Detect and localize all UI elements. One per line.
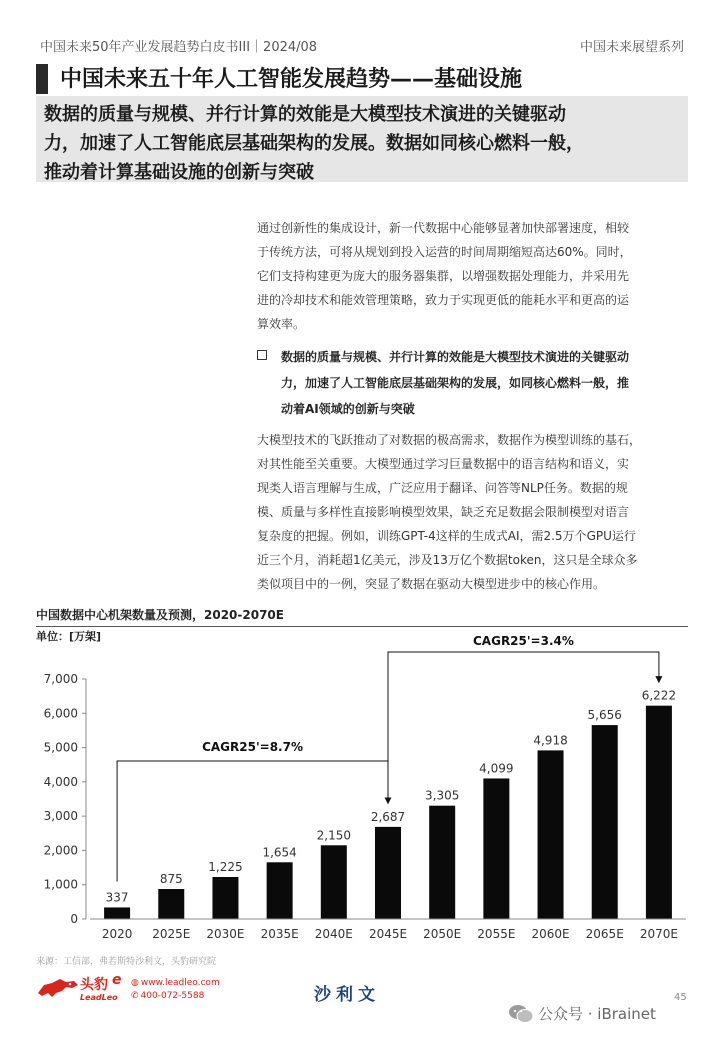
leopard-logo-icon (36, 975, 80, 999)
text-line: 它们支持构建更为庞大的服务器集群，以增强数据处理能力，并采用先 (257, 269, 630, 283)
bar (375, 827, 401, 919)
text-line: 复杂度的把握。例如，训练GPT-4这样的生成式AI，需2.5万个GPU运行 (257, 529, 636, 543)
x-tick-label: 2020 (101, 927, 133, 941)
brand-e: e (112, 972, 122, 988)
phone-icon: ✆ (131, 991, 139, 1001)
cagr-label: CAGR25'=8.7% (202, 740, 303, 754)
y-tick-label: 3,000 (43, 809, 78, 824)
summary-line: 数据的质量与规模、并行计算的效能是大模型技术演进的关键驱动 (44, 104, 566, 125)
x-tick-label: 2070E (639, 927, 678, 941)
header-right: 中国未来展望系列 (579, 40, 684, 55)
x-tick-label: 2045E (368, 927, 408, 941)
summary-line: 推动着计算基础设施的创新与突破 (44, 162, 314, 183)
y-tick-label: 4,000 (43, 774, 78, 789)
text-line: 近三个月，消耗超1亿美元，涉及13万亿个数据token，这只是全球众多 (257, 553, 638, 567)
x-tick-label: 2055E (477, 927, 516, 941)
bar (538, 750, 564, 919)
wechat-account: 公众号 · iBrainet (538, 1005, 656, 1023)
text-line: 进的冷却技术和能效管理策略，致力于实现更低的能耗水平和更高的运 (257, 293, 630, 307)
text-line: 大模型技术的飞跃推动了对数据的极高需求，数据作为模型训练的基石， (257, 433, 642, 447)
brand-phone (131, 991, 204, 1001)
brand-url[interactable] (131, 978, 220, 988)
bar-value-label: 1,225 (208, 860, 243, 874)
chart-title: 中国数据中心机架数量及预测，2020-2070E (36, 608, 284, 622)
y-tick-label: 7,000 (43, 672, 78, 686)
page-number: 45 (674, 992, 687, 1003)
bar-value-label: 337 (105, 890, 129, 905)
x-tick-label: 2050E (423, 927, 462, 941)
url-text[interactable]: www.leadleo.com (140, 978, 220, 988)
bar (429, 806, 455, 919)
summary-line: 力，加速了人工智能底层基础架构的发展。数据如同核心燃料一般， (44, 133, 584, 154)
bar-value-label: 4,918 (533, 733, 568, 748)
bar-value-label: 4,099 (479, 761, 514, 776)
phone-text: 400-072-5588 (140, 991, 205, 1001)
bar-value-label: 2,150 (316, 828, 351, 843)
bars (102, 689, 678, 941)
header-left: 中国未来50年产业发展趋势白皮书III｜2024/08 (40, 40, 318, 55)
wechat-icon (508, 1004, 534, 1024)
bar (321, 845, 347, 919)
chart-unit-label: 单位：[万架] (36, 630, 102, 643)
cagr-arrow (117, 761, 388, 881)
x-tick-label: 2060E (531, 927, 570, 941)
x-tick-label: 2030E (206, 927, 245, 941)
bar (646, 706, 672, 919)
text-line: 于传统方法，可将从规划到投入运营的时间周期缩短高达60%。同时， (257, 245, 632, 259)
bar (483, 778, 509, 919)
source-note: 来源：工信部，弗若斯特沙利文，头豹研究院 (36, 957, 217, 967)
globe-icon: ◍ (131, 978, 139, 988)
bar (267, 862, 293, 919)
bar-value-label: 1,654 (262, 845, 297, 860)
cagr-arrow (388, 652, 659, 801)
brand-en: LeadLeo (80, 993, 118, 1002)
text-line: 数据的质量与规模、并行计算的效能是大模型技术演进的关键驱动 (281, 350, 630, 364)
text-line: 通过创新性的集成设计，新一代数据中心能够显著加快部署速度，相较 (257, 221, 630, 235)
bar-value-label: 3,305 (425, 788, 460, 803)
bar (592, 725, 618, 919)
text-line: 力，加速了人工智能底层基础架构的发展，如同核心燃料一般，推 (281, 376, 630, 390)
bar-value-label: 875 (159, 872, 183, 886)
x-tick-label: 2065E (585, 927, 624, 941)
text-line: 对其性能至关重要。大模型通过学习巨量数据中的语言结构和语义，实 (257, 457, 630, 471)
partner-logo: 沙利文 (314, 985, 380, 1005)
y-tick-label: 2,000 (43, 843, 78, 858)
x-tick-label: 2040E (314, 927, 353, 941)
bar (212, 877, 238, 919)
bar-value-label: 5,656 (587, 708, 622, 723)
text-line: 算效率。 (257, 317, 306, 331)
x-tick-label: 2025E (152, 927, 191, 941)
text-line: 动着AI领域的创新与突破 (281, 402, 415, 416)
bar (158, 889, 184, 919)
x-tick-label: 2035E (260, 927, 299, 941)
y-tick-label: 5,000 (43, 740, 78, 755)
bar-value-label: 6,222 (641, 688, 677, 703)
y-axis (44, 672, 86, 926)
bar (104, 907, 130, 919)
y-tick-label: 1,000 (43, 877, 78, 892)
y-tick-label: 0 (70, 912, 78, 926)
text-line: 现类人语言理解与生成，广泛应用于翻译、问答等NLP任务。数据的规 (257, 481, 628, 495)
cagr-label: CAGR25'=3.4% (473, 634, 574, 648)
page-title: 中国未来五十年人工智能发展趋势——基础设施 (60, 67, 523, 92)
bar-value-label: 2,687 (370, 809, 406, 824)
brand-name: 头豹 (80, 977, 108, 993)
text-line: 模、质量与多样性直接影响模型效果，缺乏充足数据会限制模型对语言 (257, 505, 630, 519)
text-line: 类似项目中的一例，突显了数据在驱动大模型进步中的核心作用。 (257, 577, 606, 591)
y-tick-label: 6,000 (43, 706, 78, 721)
